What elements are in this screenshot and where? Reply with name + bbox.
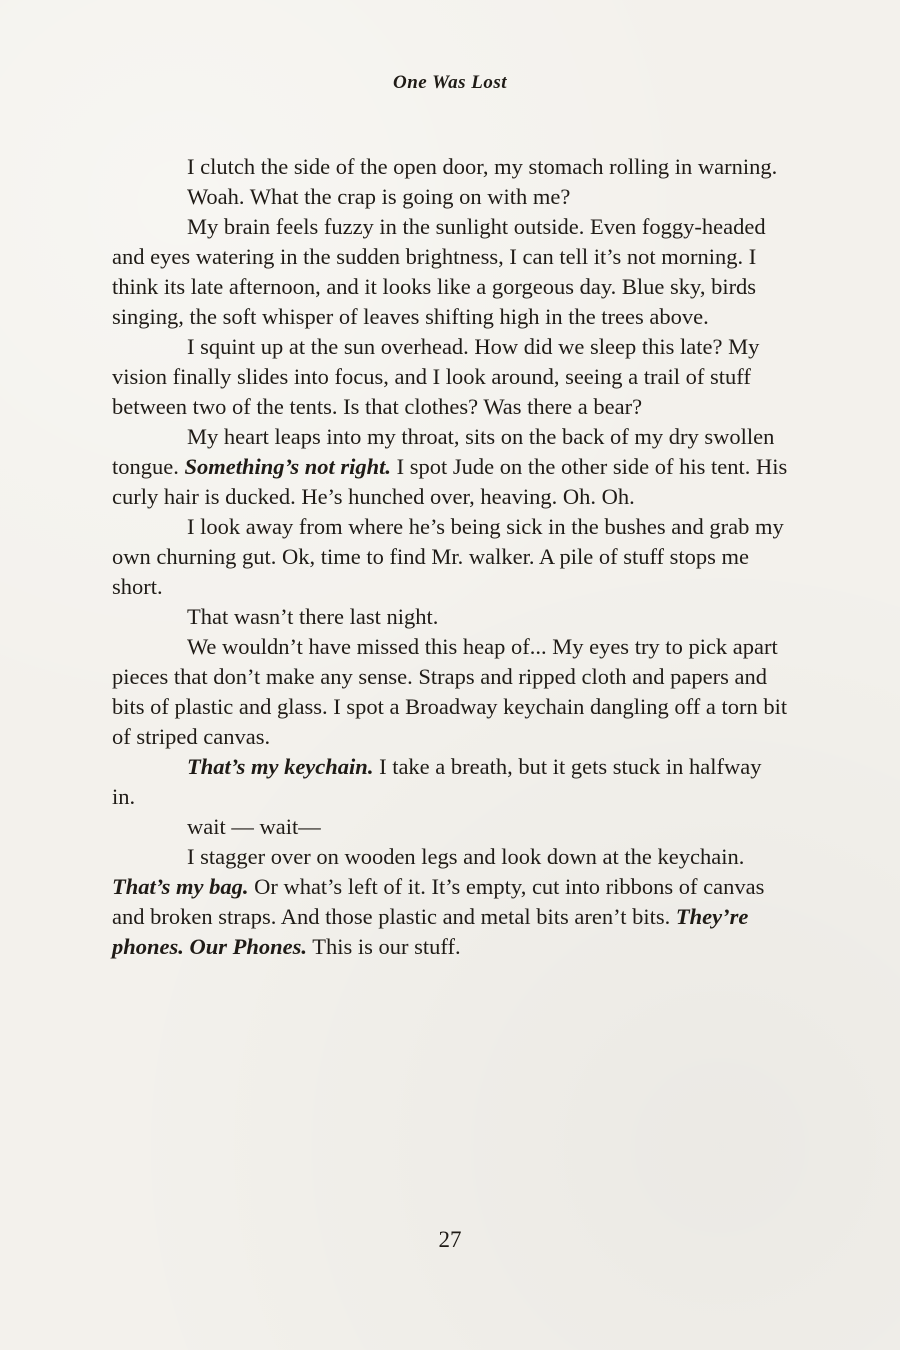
paragraph-text: I stagger over on wooden legs and look down at the keychain. [187,844,745,869]
emphasis-text: That’s my keychain. [187,754,374,779]
paragraph [112,422,788,512]
paragraph-text: Woah. What the crap is going on with me? [187,184,571,209]
paragraph [112,602,788,632]
paragraph-text: I clutch the side of the open door, my stomach rolling in warning. [187,154,778,179]
emphasis-text: They’re phones. Our Phones. [112,904,749,959]
paragraph [112,512,788,602]
paragraph [112,152,788,182]
paragraph-text: I take a breath, but it gets stuck in halfway in. [112,754,762,809]
paragraph-text: We wouldn’t have missed this heap of... My eyes try to pick apart pieces that don’t make any sense. Straps and ripped cloth and papers and bits of plastic and glass. I spot a Broadway keychain dangling off a torn bit of striped canvas. [112,634,788,749]
paragraph [112,812,788,842]
paragraph-text: Or what’s left of it. It’s empty, cut into ribbons of canvas and broken straps. And those plastic and metal bits aren’t bits. [112,874,765,929]
paragraph [112,332,788,422]
paragraph-text: My heart leaps into my throat, sits on the back of my dry swollen tongue. [112,424,775,479]
paragraph-text: This is our stuff. [307,934,461,959]
paragraph [112,752,788,812]
paragraph [112,212,788,332]
body-text [112,152,788,962]
paragraph-text: My brain feels fuzzy in the sunlight outside. Even foggy-headed and eyes watering in the sudden brightness, I can tell it’s not morning. I think its late afternoon, and it looks like a gorgeous day. Blue sky, birds singing, the soft whisper of leaves shifting high in the trees above. [112,214,766,329]
paragraph [112,632,788,752]
page-number: 27 [438,1227,462,1252]
emphasis-text: Something’s not right. [184,454,392,479]
paragraph-text: wait — wait— [187,814,321,839]
emphasis-text: That’s my bag. [112,874,249,899]
running-header-title: One Was Lost [392,72,508,93]
paragraph-text: I look away from where he’s being sick in the bushes and grab my own churning gut. Ok, time to find Mr. walker. A pile of stuff stops me short. [112,514,784,599]
paragraph-text: I spot Jude on the other side of his tent. His curly hair is ducked. He’s hunched over, heaving. Oh. Oh. [112,454,788,509]
paragraph-text: That wasn’t there last night. [187,604,439,629]
paragraph-text: I squint up at the sun overhead. How did we sleep this late? My vision finally slides into focus, and I look around, seeing a trail of stuff between two of the tents. Is that clothes? Was there a bear? [112,334,760,419]
paragraph [112,182,788,212]
paragraph [112,842,788,962]
